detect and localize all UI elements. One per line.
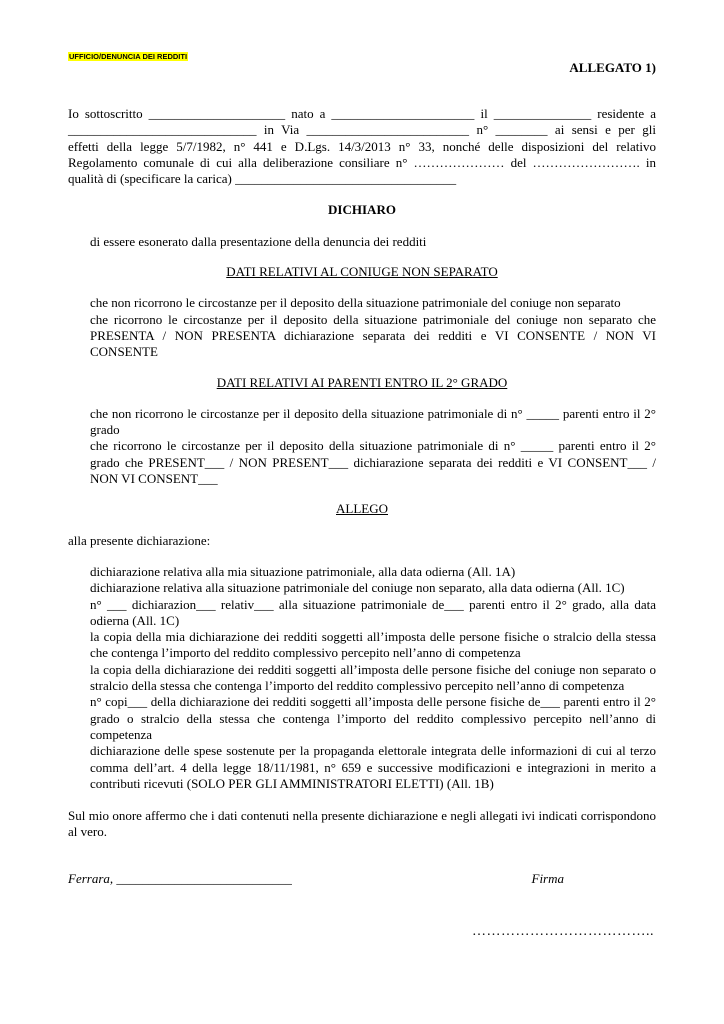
allego-item: la copia della dichiarazione dei redditi soggetti all’imposta delle persone fisiche del coniuge non separato o stralcio della stessa che contenga l’importo del reddito complessivo percepito nell’anno di competenza <box>90 661 656 694</box>
intro-line-3: effetti della legge 5/7/1982, n° 441 e D.Lgs. 14/3/2013 n° 33, nonché delle disposizioni del relativo <box>68 138 656 154</box>
coniuge-item-1: che non ricorrono le circostanze per il deposito della situazione patrimoniale del coniuge non separato <box>90 295 621 311</box>
intro-paragraph <box>68 106 656 187</box>
allego-item: dichiarazione relativa alla situazione patrimoniale del coniuge non separato, alla data odierna (All. 1C) <box>90 580 625 596</box>
place-date-field: Ferrara, ___________________________ <box>68 870 292 886</box>
allego-item: dichiarazione relativa alla mia situazione patrimoniale, alla data odierna (All. 1A) <box>90 563 516 579</box>
parenti-item-2: che ricorrono le circostanze per il deposito della situazione patrimoniale di n° _____ parenti entro il 2° grado che PRESENT___ / NON PRESENT___ dichiarazione separata dei redditi e VI CONSENT___ / NON VI CONSENT___ <box>90 438 656 487</box>
allego-item: la copia della mia dichiarazione dei redditi soggetti all’imposta delle persone fisiche o stralcio della stessa che contenga l’importo del reddito complessivo percepito nell’anno di competenza <box>90 629 656 661</box>
coniuge-heading: DATI RELATIVI AL CONIUGE NON SEPARATO <box>226 264 498 280</box>
coniuge-item-2: che ricorrono le circostanze per il deposito della situazione patrimoniale del coniuge non separato che PRESENTA / NON PRESENTA dichiarazione separata dei redditi e VI CONSENTE / NON VI CONSENTE <box>90 311 656 360</box>
document-body <box>68 106 656 889</box>
office-tag: UFFICIO/DENUNCIA DEI REDDITI <box>69 52 188 61</box>
firma-label: Firma <box>531 870 564 886</box>
allego-heading: ALLEGO <box>336 501 388 517</box>
allego-item: n° copi___ della dichiarazione dei redditi soggetti all’imposta delle persone fisiche de___ parenti entro il 2° grado o stralcio della stessa che contenga l’importo del reddito complessivo percepito nell’anno di competenza <box>90 694 656 742</box>
intro-line-2: _____________________________ in Via _________________________ n° ________ ai sensi e per gli <box>68 122 656 138</box>
allego-intro: alla presente dichiarazione: <box>68 532 211 548</box>
allego-item: dichiarazione delle spese sostenute per la propaganda elettorale integrata delle informazioni di cui al terzo comma dell’art. 4 della legge 18/11/1981, n° 659 e successive modificazioni e integrazioni in merito a contributi ricevuti (SOLO PER GLI AMMINISTRATORI ELETTI) (All. 1B) <box>90 743 656 791</box>
intro-line-4: Regolamento comunale di cui alla deliberazione consiliare n° ………………… del ……………………. in <box>68 154 656 170</box>
allego-item: n° ___ dichiarazion___ relativ___ alla situazione patrimoniale de___ parenti entro il 2° grado, alla data odierna (All. 1C) <box>90 596 656 628</box>
intro-line-5: qualità di (specificare la carica) __________________________________ <box>68 171 457 187</box>
parenti-item-1: che non ricorrono le circostanze per il deposito della situazione patrimoniale di n° _____ parenti entro il 2° grado <box>90 405 656 438</box>
parenti-heading: DATI RELATIVI AI PARENTI ENTRO IL 2° GRADO <box>216 374 508 390</box>
closing-statement: Sul mio onore affermo che i dati contenuti nella presente dichiarazione e negli allegati ivi indicati corrispondono al vero. <box>68 808 656 840</box>
dichiaro-text: di essere esonerato dalla presentazione della denuncia dei redditi <box>90 233 427 249</box>
intro-line-1: Io sottoscritto _____________________ nato a ______________________ il _______________ residente a <box>68 106 656 121</box>
signature-line: ……………………………….. <box>472 924 654 939</box>
signature-row <box>68 871 656 889</box>
dichiaro-heading: DICHIARO <box>328 202 396 218</box>
allegato-label: ALLEGATO 1) <box>569 60 656 75</box>
